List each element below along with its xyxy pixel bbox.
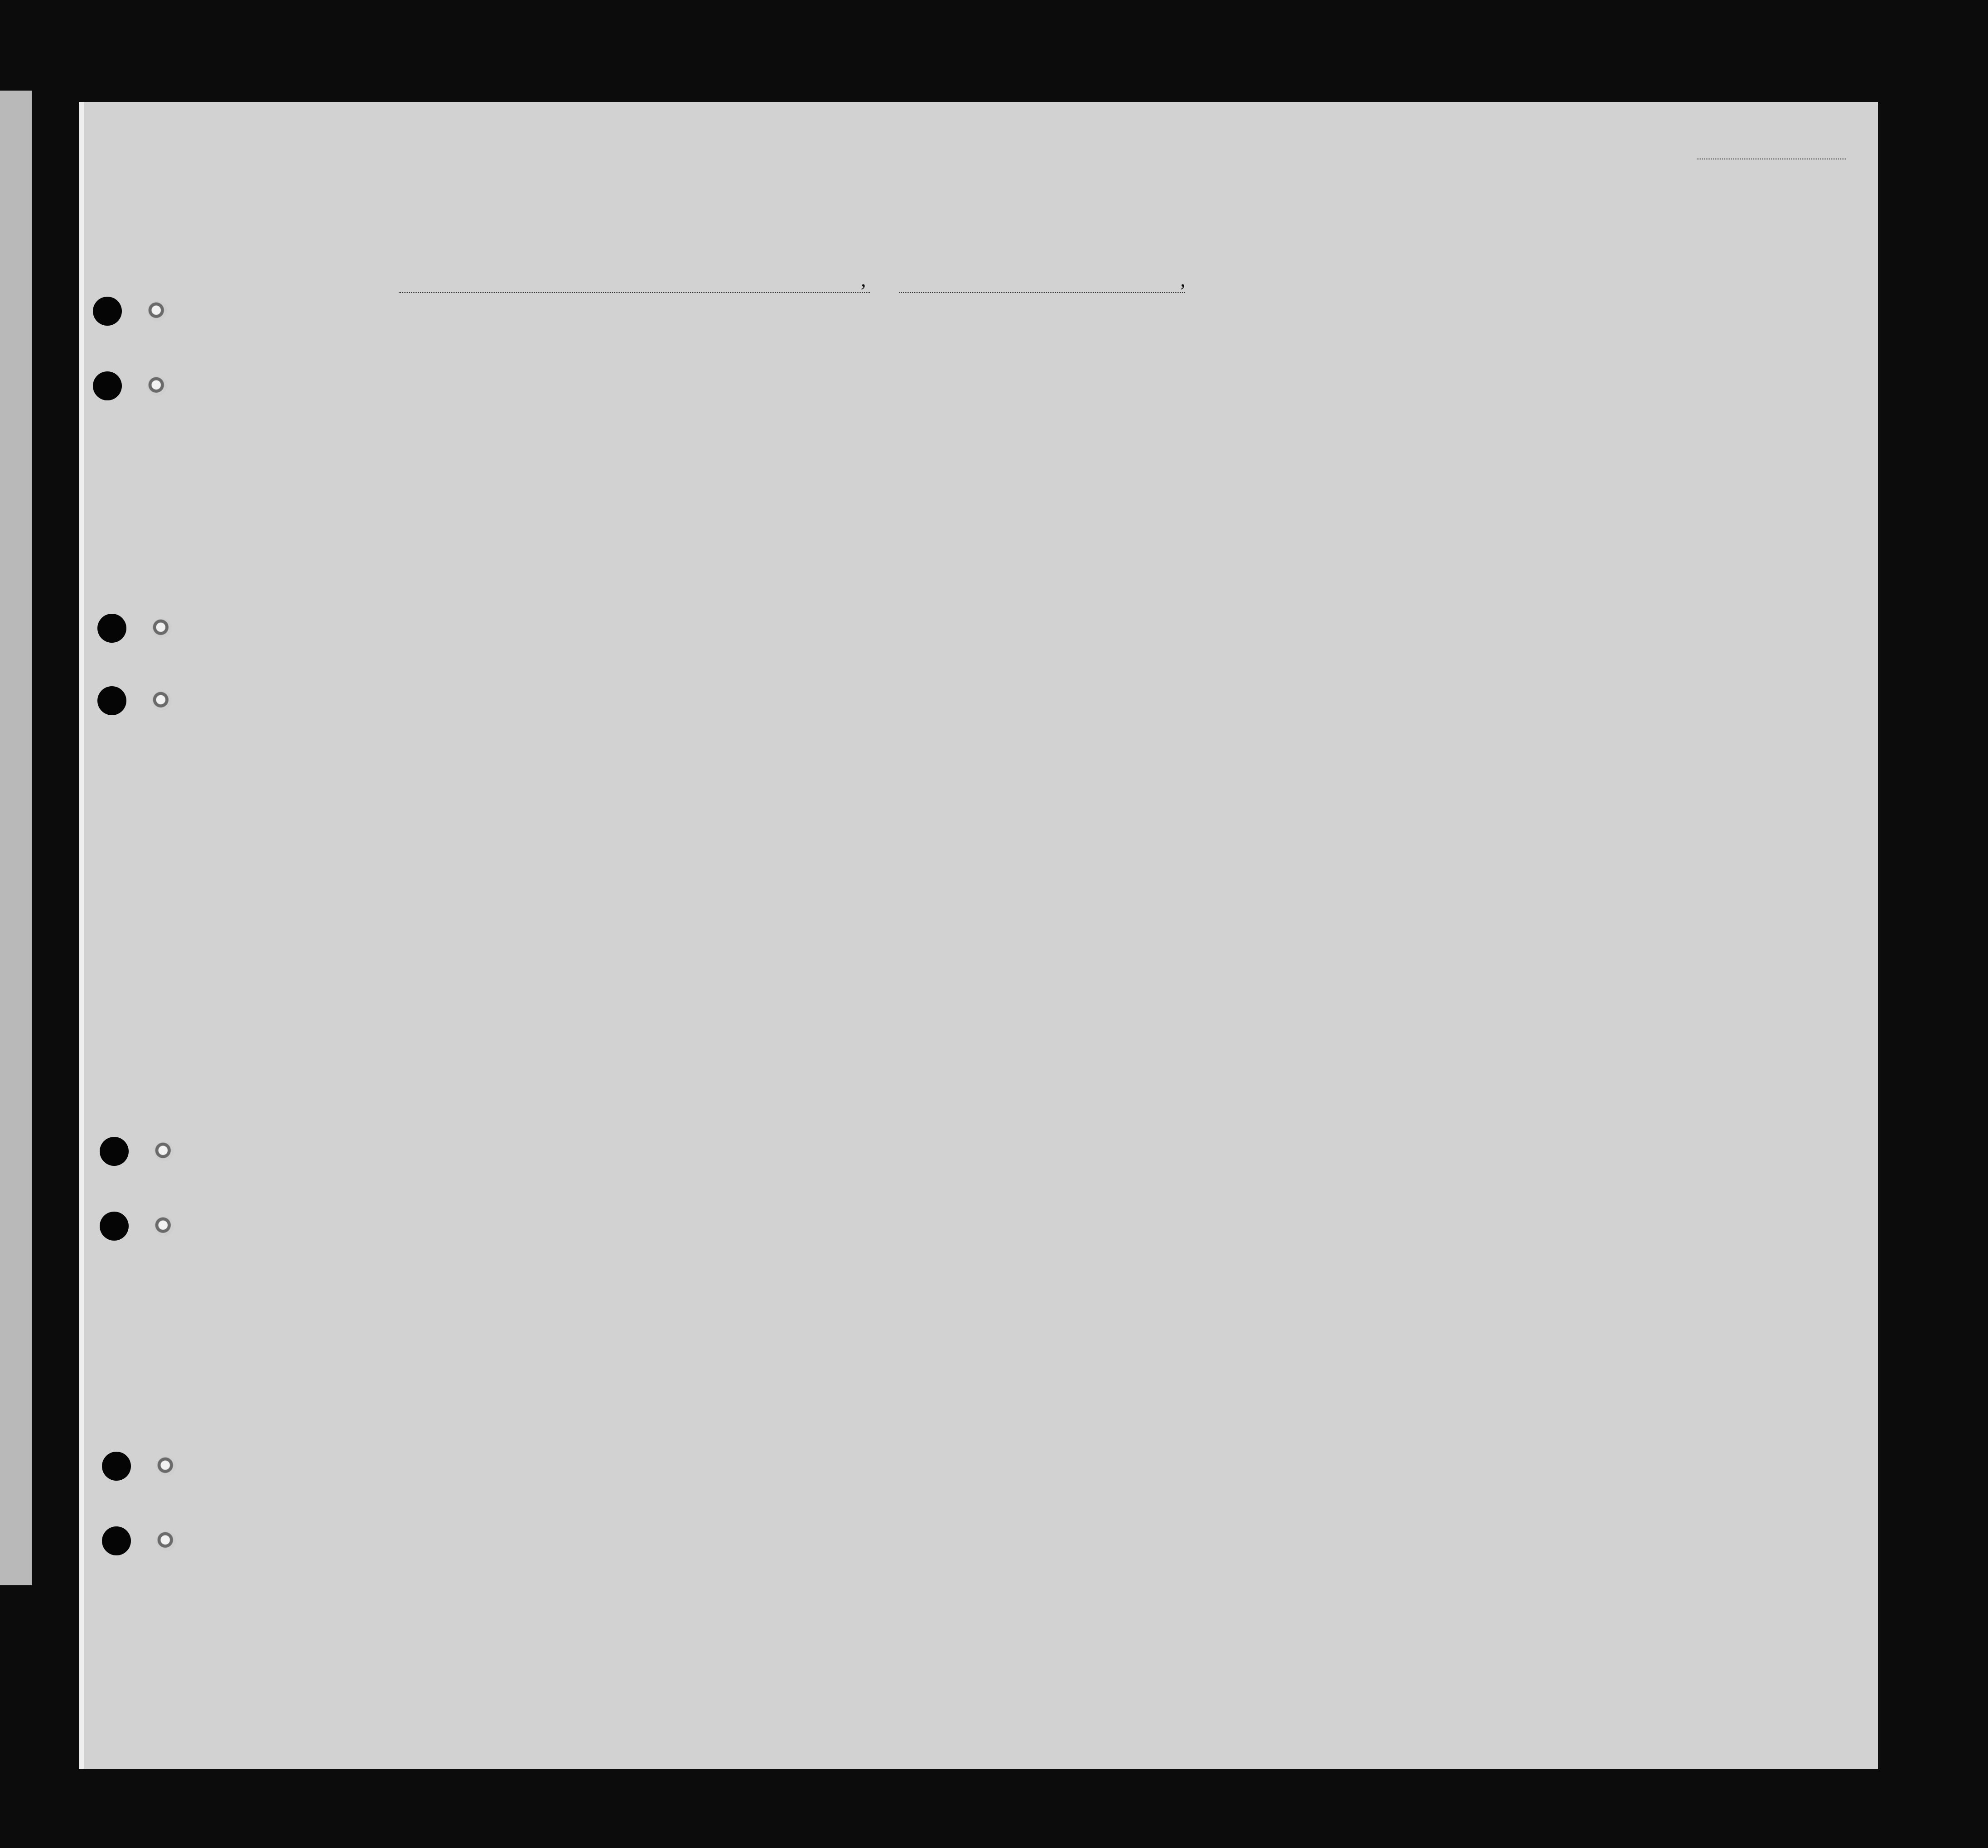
binder-ring bbox=[147, 301, 167, 321]
manifest-page bbox=[79, 102, 1878, 1769]
binder-ring bbox=[154, 1216, 174, 1236]
binder-hole bbox=[97, 686, 126, 715]
binder-ring bbox=[152, 618, 172, 638]
binder-hole bbox=[100, 1137, 129, 1166]
date-underline bbox=[899, 292, 1185, 293]
binder-hole bbox=[102, 1452, 131, 1481]
binder-ring bbox=[152, 691, 172, 711]
binder-ring bbox=[156, 1531, 176, 1551]
adjacent-page-edge bbox=[0, 91, 32, 1585]
binder-ring bbox=[147, 376, 167, 396]
port-underline bbox=[399, 292, 870, 293]
comma: , bbox=[861, 268, 866, 291]
binder-hole bbox=[97, 614, 126, 643]
binder-ring bbox=[156, 1456, 176, 1476]
binder-hole bbox=[100, 1212, 129, 1241]
binder-ring bbox=[154, 1141, 174, 1161]
binder-hole bbox=[93, 297, 122, 326]
binder-hole bbox=[93, 371, 122, 400]
comma: , bbox=[1180, 268, 1186, 291]
binder-hole bbox=[102, 1526, 131, 1555]
